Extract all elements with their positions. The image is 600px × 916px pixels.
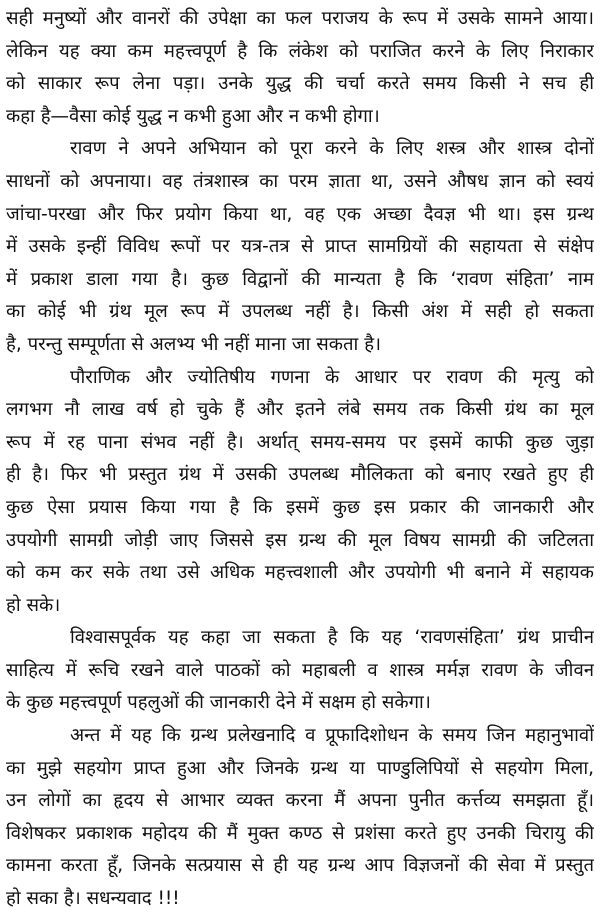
paragraph-5: [6, 720, 594, 916]
text-line: ही है। फिर भी प्रस्तुत ग्रंथ में उसकी उपलब्ध मौलिकता को बनाए रखते हुए ही: [6, 464, 594, 486]
text-line: जांचा-परखा और फिर प्रयोग किया था, वह एक अच्छा दैवज्ञ भी था। इस ग्रन्थ: [6, 203, 594, 225]
text-line: में प्रकाश डाला गया है। कुछ विद्वानों की मान्यता है कि ‘रावण संहिता’ नाम: [6, 268, 594, 290]
text-line: कहा है—वैसा कोई युद्ध न कभी हुआ और न कभी होगा।: [6, 105, 380, 127]
text-line: उपयोगी सामग्री जोड़ी जाए जिससे इस ग्रन्थ की मूल विषय सामग्री की जटिलता: [6, 529, 594, 551]
text-line: साहित्य में रूचि रखने वाले पाठकों को महाबली व शास्त्र मर्मज्ञ रावण के जीवन: [6, 659, 594, 681]
text-line: विश्वासपूर्वक यह कहा जा सकता है कि यह ‘रावणसंहिता’ ग्रंथ प्राचीन: [70, 627, 594, 649]
paragraph-2: [6, 133, 594, 361]
text-line: सही मनुष्यों और वानरों की उपेक्षा का फल पराजय के रूप में उसके सामने आया।: [6, 8, 594, 29]
text-line: लेकिन यह क्या कम महत्त्वपूर्ण है कि लंकेश को पराजित करने के लिए निराकार: [6, 40, 594, 62]
paragraph-4: [6, 622, 594, 720]
text-line: हो सका है। सधन्यवाद !!!: [6, 888, 180, 910]
text-line: उन लोगों का हृदय से आभार व्यक्त करना मैं अपना पुनीत कर्त्तव्य समझता हूँ।: [6, 790, 594, 812]
text-line: विशेषकर प्रकाशक महोदय की मैं मुक्त कण्ठ से प्रशंसा करते हुए उनकी चिरायु की: [6, 822, 594, 844]
text-line: को साकार रूप लेना पड़ा। उनके युद्ध की चर्चा करते समय किसी ने सच ही: [6, 73, 594, 95]
text-line: है, परन्तु सम्पूर्णता से अलभ्य भी नहीं माना जा सकता है।: [6, 333, 382, 355]
text-line: रूप में रह पाना संभव नहीं है। अर्थात् समय-समय पर इसमें काफी कुछ जुड़ा: [6, 431, 594, 453]
text-line: का कोई भी ग्रंथ मूल रूप में उपलब्ध नहीं है। किसी अंश में सही हो सकता: [6, 301, 594, 323]
text-line: कामना करता हूँ, जिनके सत्प्रयास से ही यह ग्रन्थ आप विज्ञजनों की सेवा में प्रस्तुत: [6, 855, 594, 877]
text-line: को कम कर सके तथा उसे अधिक महत्त्वशाली और उपयोगी भी बनाने में सहायक: [6, 562, 594, 584]
text-line: रावण ने अपने अभियान को पूरा करने के लिए शस्त्र और शास्त्र दोनों: [70, 138, 594, 160]
paragraph-3: [6, 362, 594, 623]
text-line: हो सके।: [6, 594, 61, 616]
text-line: साधनों को अपनाया। वह तंत्रशास्त्र का परम ज्ञाता था, उसने औषध ज्ञान को स्वयं: [6, 170, 594, 192]
text-line: लगभग नौ लाख वर्ष हो चुके हैं और इतने लंबे समय तक किसी ग्रंथ का मूल: [6, 399, 594, 421]
text-line: के कुछ महत्त्वपूर्ण पहलुओं की जानकारी देने में सक्षम हो सकेगा।: [6, 692, 431, 714]
text-line: अन्त में यह कि ग्रन्थ प्रलेखनादि व प्रूफादिशोधन के समय जिन महानुभावों: [70, 725, 594, 747]
text-line: कुछ ऐसा प्रयास किया गया है कि इसमें कुछ इस प्रकार की जानकारी और: [6, 496, 594, 518]
paragraph-1: [6, 3, 594, 133]
text-line: में उसके इन्हीं विविध रूपों पर यत्र-तत्र से प्राप्त सामग्रियों की सहायता से संक्षेप: [6, 236, 594, 258]
text-line: का मुझे सहयोग प्राप्त हुआ और जिनके ग्रन्थ या पाण्डुलिपियों से सहयोग मिला,: [6, 757, 594, 779]
text-line: पौराणिक और ज्योतिषीय गणना के आधार पर रावण की मृत्यु को: [70, 366, 594, 388]
